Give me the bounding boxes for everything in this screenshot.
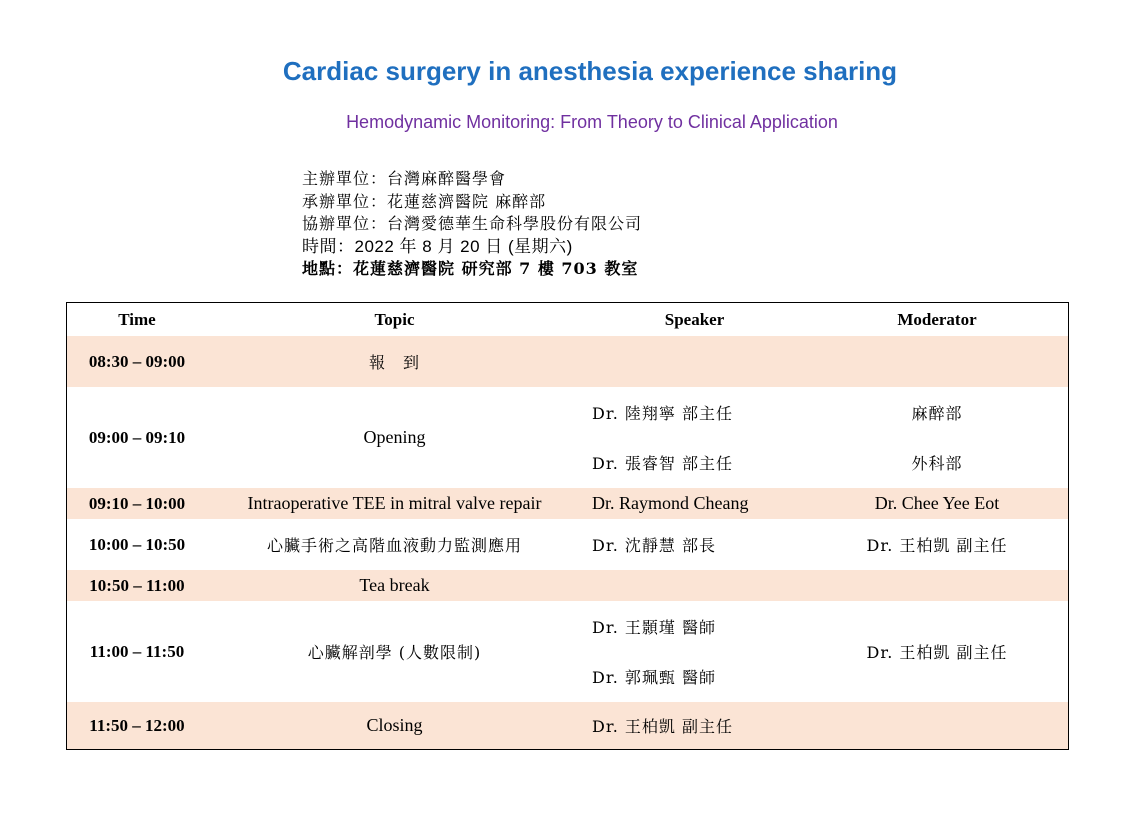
row-time: 10:50 – 11:00 [89, 575, 185, 595]
speaker-name: Dr. 郭珮甄 醫師 [592, 668, 716, 688]
header-moderator: Moderator [897, 309, 977, 329]
speaker-name: Dr. 王顥瑾 醫師 [592, 617, 716, 637]
row-speakers [592, 387, 847, 488]
row-time: 09:00 – 09:10 [88, 427, 186, 447]
page-subtitle: Hemodynamic Monitoring: From Theory to Clinical Application [346, 112, 838, 132]
moderator-name: 外科部 [911, 454, 963, 474]
row-topic: 心臟解剖學 (人數限制) [307, 643, 482, 662]
row-time: 11:50 – 12:00 [89, 715, 185, 735]
table-row [67, 336, 1068, 387]
schedule-table [66, 302, 1069, 750]
organizer-line: 主辦單位：台灣麻醉醫學會 [302, 169, 507, 188]
moderator-name: Dr. Chee Yee Eot [874, 493, 1000, 513]
table-row [67, 519, 1068, 570]
table-row [67, 702, 1068, 749]
row-topic: 心臟手術之高階血液動力監測應用 [266, 536, 522, 555]
header-topic: Topic [374, 309, 415, 329]
header-time: Time [118, 309, 156, 329]
speaker-name: Dr. Raymond Cheang [592, 493, 749, 513]
event-info [302, 168, 642, 281]
row-time: 11:00 – 11:50 [89, 641, 185, 661]
speaker-name: Dr. 張睿智 部主任 [592, 454, 733, 474]
row-topic: Tea break [359, 575, 430, 595]
row-topic: Opening [363, 427, 426, 447]
page-title: Cardiac surgery in anesthesia experience sharing [282, 56, 898, 86]
moderator-name: 麻醉部 [911, 403, 963, 423]
speaker-name: Dr. 陸翔寧 部主任 [592, 403, 733, 423]
table-header-row [67, 303, 1068, 336]
row-topic: Closing [366, 715, 423, 735]
moderator-name: Dr. 王柏凱 副主任 [866, 536, 1008, 555]
event-time-line: 時間：2022 年 8 月 20 日 (星期六) [302, 236, 573, 256]
row-speakers [592, 601, 847, 702]
table-row [67, 488, 1068, 519]
table-row [67, 387, 1068, 488]
row-time: 08:30 – 09:00 [88, 351, 186, 371]
header-speaker: Speaker [664, 309, 725, 329]
moderator-name: Dr. 王柏凱 副主任 [866, 643, 1008, 662]
speaker-name: Dr. 王柏凱 副主任 [592, 717, 733, 736]
co-organizer-line: 承辦單位：花蓮慈濟醫院 麻醉部 [302, 191, 547, 211]
row-topic: 報 到 [368, 353, 420, 372]
table-row [67, 601, 1068, 702]
table-row [67, 570, 1068, 601]
event-place-line: 地點：花蓮慈濟醫院 研究部 7 樓 703 教室 [302, 259, 639, 278]
speaker-name: Dr. 沈靜慧 部長 [592, 536, 716, 555]
sponsor-line: 協辦單位：台灣愛德華生命科學股份有限公司 [302, 214, 643, 233]
row-time: 09:10 – 10:00 [88, 493, 186, 513]
row-topic: Intraoperative TEE in mitral valve repair [247, 493, 542, 513]
row-time: 10:00 – 10:50 [88, 534, 186, 554]
row-moderators [837, 387, 1037, 488]
